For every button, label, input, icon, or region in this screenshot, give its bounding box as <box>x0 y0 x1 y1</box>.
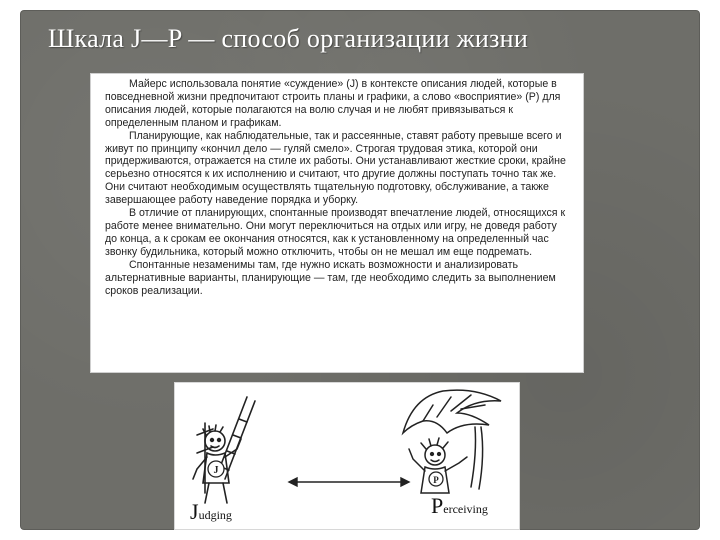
j-badge-text: J <box>213 465 219 476</box>
judging-label <box>190 499 232 525</box>
judging-label-rest: udging <box>198 508 232 522</box>
paragraph-1: Майерс использовала понятие «суждение» (J) в контексте описания людей, которые в повседневной жизни предпочитают строить планы и графики, а слово «восприятие» (P) для описания людей, которые полагаются на волю случая и не любят привязываться к определенным планом и графикам. <box>105 78 561 129</box>
double-arrow <box>289 478 409 486</box>
perceiving-label-rest: erceiving <box>443 502 488 516</box>
judging-figure <box>193 397 255 503</box>
perceiving-label <box>431 493 488 519</box>
p-badge-text: P <box>433 475 439 485</box>
perceiving-figure <box>403 390 501 493</box>
paragraph-4: Спонтанные незаменимы там, где нужно искать возможности и анализировать альтернативные варианты, планирующие — там, где необходимо следить за выполнением сроков реализации. <box>105 258 556 297</box>
jp-illustration <box>174 382 520 530</box>
judging-label-initial: J <box>190 499 199 524</box>
paragraph-2: Планирующие, как наблюдательные, так и рассеянные, ставят работу превыше всего и живут по принципу «кончил дело — гуляй смело». Строгая трудовая этика, которой они придерживаются, отражается на стиле их работы. Они устанавливают жесткие сроки, крайне серьезно относятся к их исполнению и считают, что другие должны поступать точно так же. Они считают необходимым осуществлять тщательную подготовку, обслуживание, а также завершающее работу наведение порядка и уборку. <box>105 129 566 207</box>
paragraph-3: В отличие от планирующих, спонтанные производят впечатление людей, относящихся к работе менее внимательно. Они могут переключиться на отдых или игру, не доведя работу до конца, а к срокам ее окончания относятся, как к установленному на определенный час звонку будильника, который можно отключить, чтобы он не мешал им еще подремать. <box>105 207 566 258</box>
text-excerpt <box>90 73 584 373</box>
slide-title: Шкала J—P — способ организации жизни <box>48 24 529 53</box>
perceiving-label-initial: P <box>431 493 444 518</box>
